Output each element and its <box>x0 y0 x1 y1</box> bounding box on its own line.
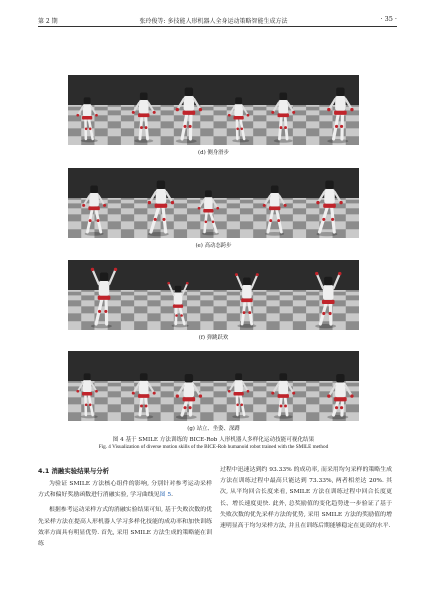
paragraph-text-end: . <box>171 492 173 499</box>
page-number: · 35 · <box>380 15 397 23</box>
sky-background <box>68 75 359 105</box>
figure-panel-e <box>68 168 359 238</box>
paragraph <box>38 479 212 501</box>
left-column <box>38 479 212 550</box>
page-header <box>0 0 427 30</box>
paragraph-text: 为验证 SMILE 方法核心组件的影响, 分别针对参考运动采样方式和偏好奖励函数进行消融实验, 学习曲线见 <box>38 481 212 499</box>
figure-reference-link[interactable]: 图 5 <box>159 492 172 499</box>
header-rule <box>38 26 397 27</box>
checkered-floor <box>68 290 359 330</box>
panel-caption-e: (e) 高动态跨步 <box>195 243 232 249</box>
panel-caption-f: (f) 弹跳跃欢 <box>198 335 229 341</box>
simulation-render <box>68 351 359 421</box>
paragraph: 根据参考运动采样方式的消融实验结果可知, 基于失败次数的优先采样方法在提高人形机器人学习多样化技能的成功率和加快训练效率方面具有明显优势. 首先, 采用 SMILE 方法生成的策略能在训练 <box>38 507 212 548</box>
sky-background <box>68 351 359 381</box>
panel-caption-g: (g) 站立、坐姿、深蹲 <box>187 426 240 432</box>
sky-background <box>68 260 359 290</box>
simulation-render <box>68 75 359 145</box>
panel-caption-d: (d) 侧身滑步 <box>198 150 229 156</box>
checkered-floor <box>68 105 359 145</box>
figure-panel-d <box>68 75 359 145</box>
section-heading: 4.1 消融实验结果与分析 <box>38 467 110 475</box>
figure-panel-f <box>68 260 359 330</box>
paragraph: 过程中迅速达到约 93.33% 的成功率, 而采用均匀采样的策略生成方法在训练过程中最高只能达到 73.33%, 两者相差达 20%. 其次, 从平均回合长度来看, SMILE 方法在训练过程中回合长度更长、增长速度更快. 此外, 总奖励值的变化趋势进一步验证了基于失败次数的优先采样方法的优势, 采用 SMILE 方法的奖励值的增速明显高于均匀采样方法, 并且在训练后期能够稳定在更高的水平. <box>220 467 392 530</box>
running-title: 张玲俊等: 多技能人形机器人全身运动策略智能生成方法 <box>139 18 288 25</box>
figure-panel-g <box>68 351 359 421</box>
checkered-floor <box>68 198 359 238</box>
figure-caption-chinese: 图 4 基于 SMILE 方法训练的 BICE-Rob 人形机器人多样化运动技能可视化结果 <box>112 437 315 443</box>
sky-background <box>68 168 359 198</box>
checkered-floor <box>68 381 359 421</box>
issue-number: 第 2 期 <box>38 18 58 25</box>
figure-caption-english: Fig. 4 Visualization of diverse motion skills of the BICE-Rob humanoid robot trained with the SMILE method <box>98 444 329 450</box>
right-column <box>220 465 392 532</box>
simulation-render <box>68 168 359 238</box>
simulation-render <box>68 260 359 330</box>
